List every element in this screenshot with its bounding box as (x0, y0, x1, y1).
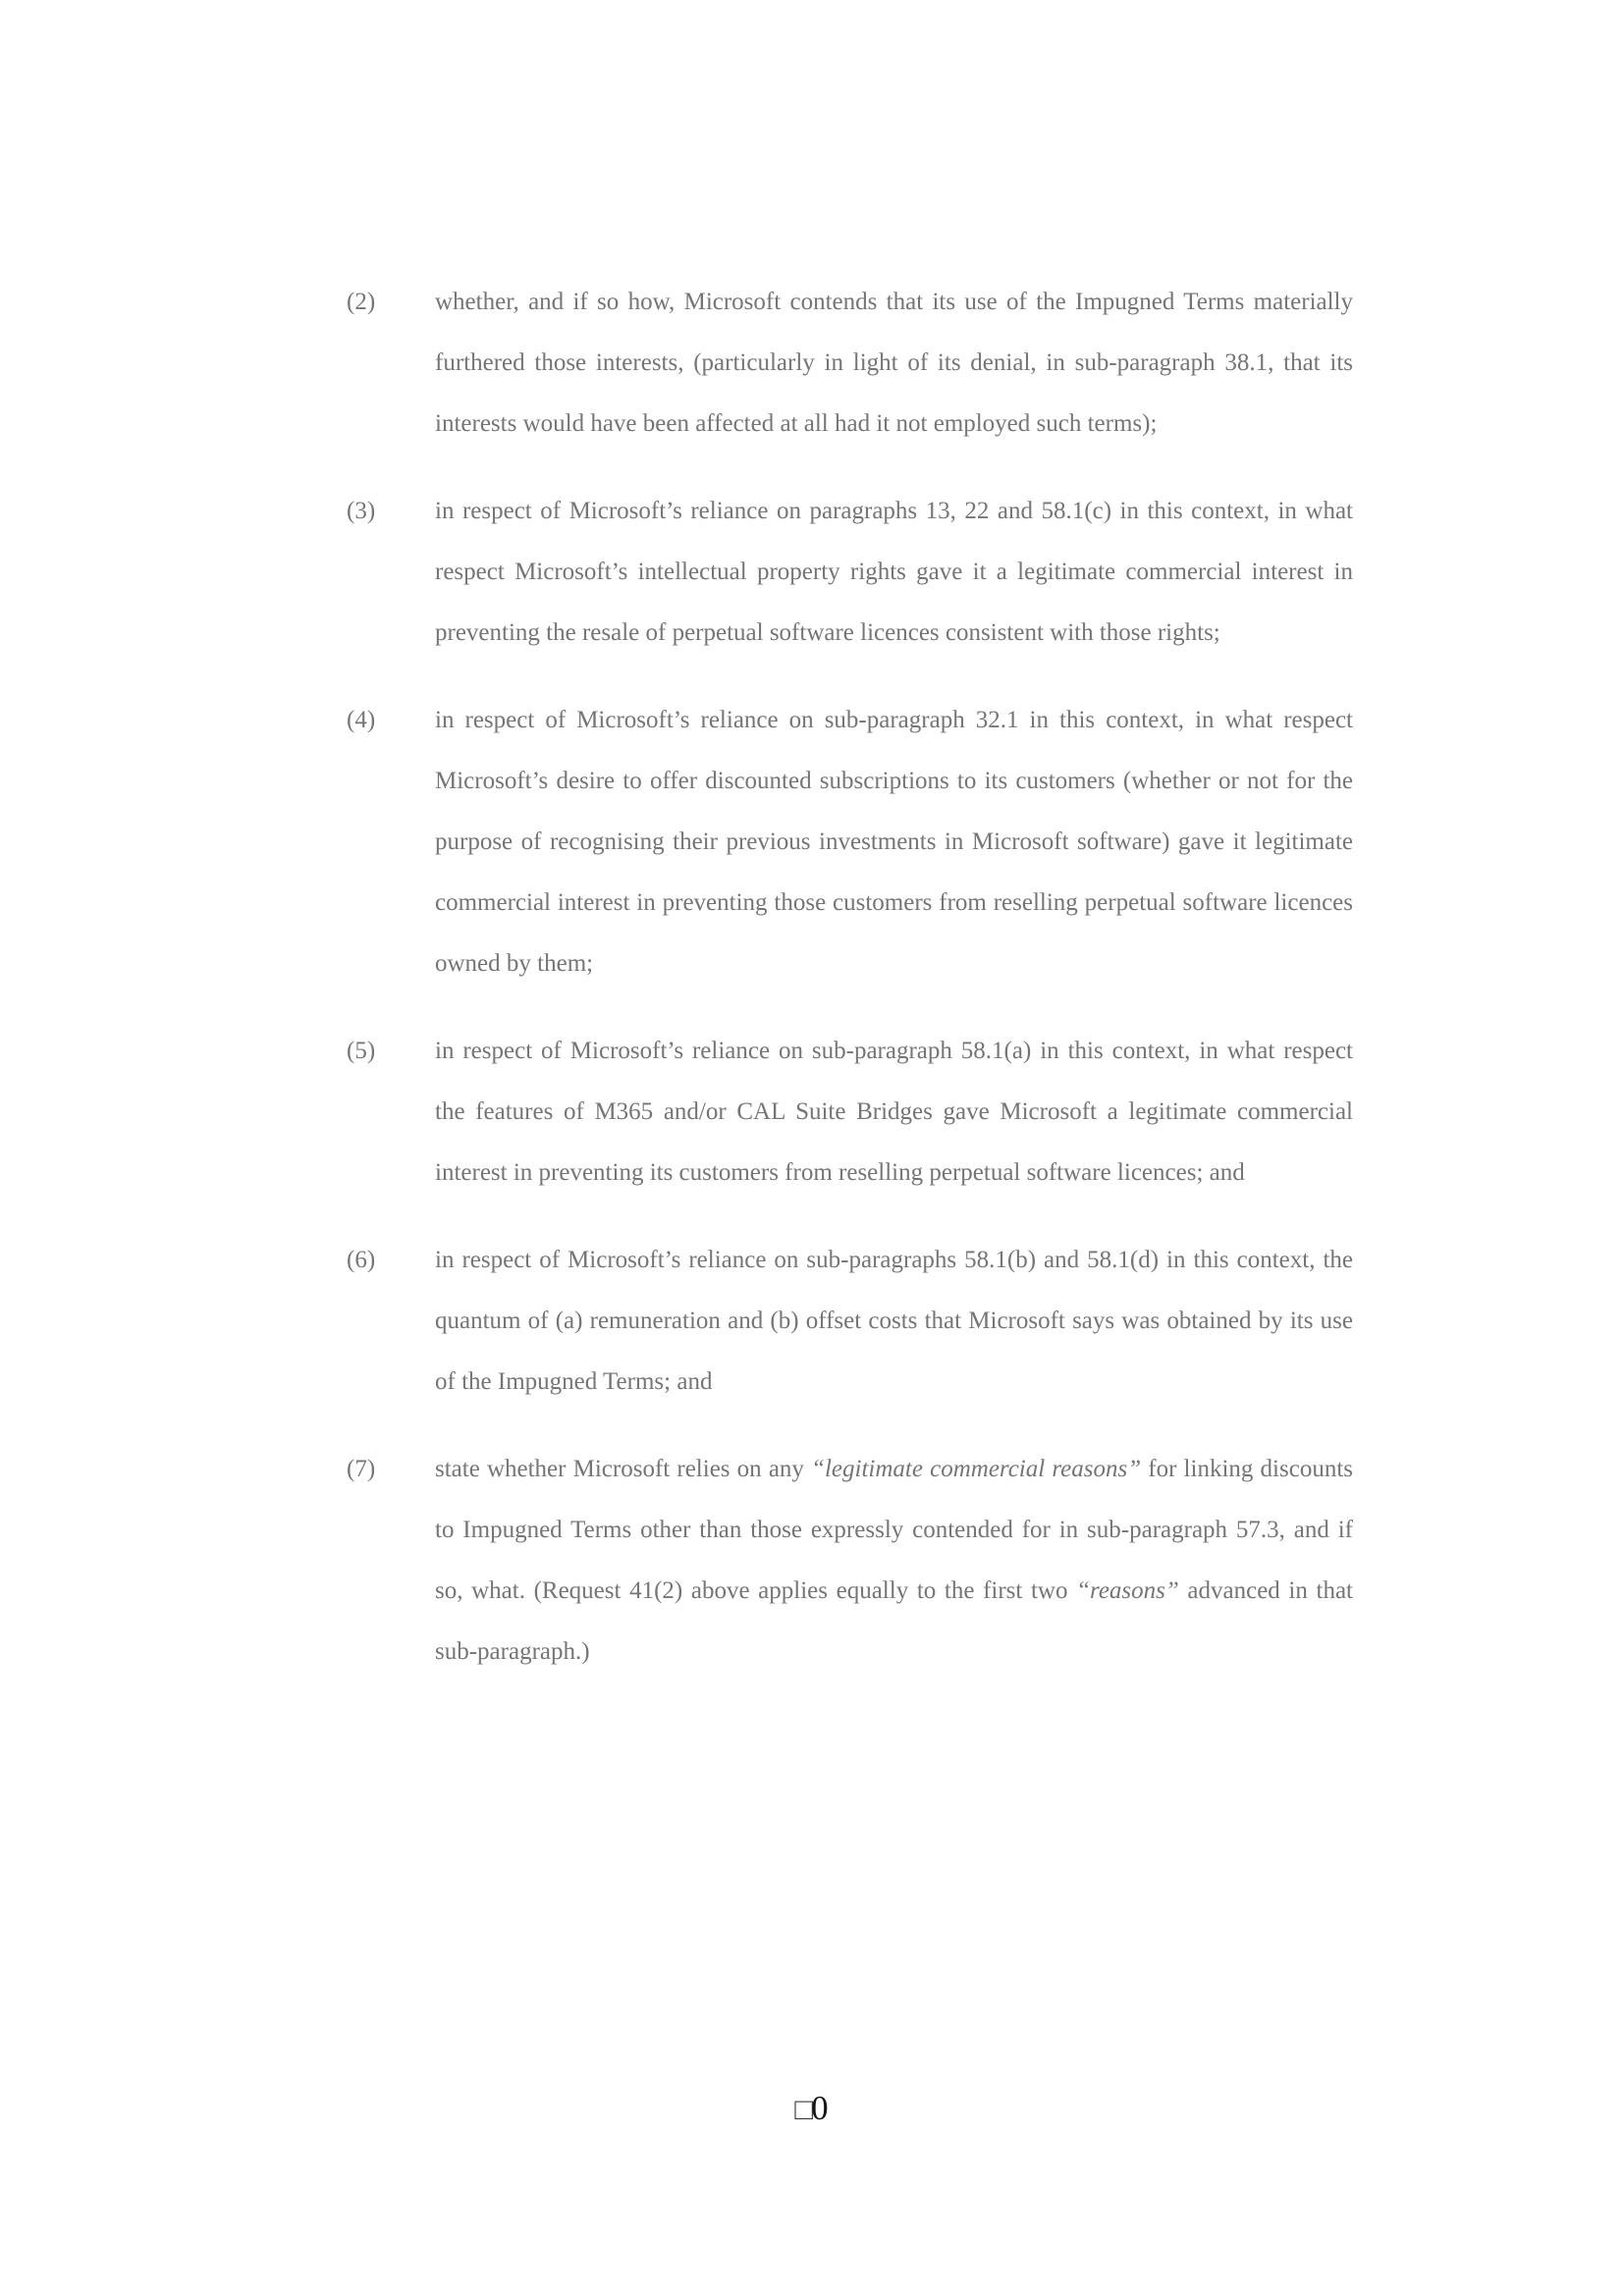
list-item (347, 690, 1353, 994)
italic-quoted-phrase: “legitimate commercial reasons” (811, 1456, 1142, 1482)
text-segment: whether, and if so how, Microsoft contends that its use of the Impugned Terms materially furthered those interests, (particularly in light of its denial, in sub-paragraph 38.1, that its interests would have been affected at all had it not employed such terms); (435, 289, 1353, 437)
text-segment: for linking discounts to Impugned Terms other than those expressly contended for in sub-paragraph 57.3, and if so, what. (Request 41(2) above applies equally to the first two (435, 1456, 1353, 1604)
request-list (347, 272, 1353, 1709)
page-footer (0, 2089, 1623, 2128)
item-text (435, 1021, 1353, 1203)
item-text (435, 690, 1353, 994)
item-text (435, 1230, 1353, 1413)
list-item (347, 1021, 1353, 1203)
text-segment: state whether Microsoft relies on any (435, 1456, 812, 1482)
item-text (435, 272, 1353, 454)
item-number: (6) (347, 1247, 376, 1273)
page-number: 0 (811, 2089, 829, 2127)
item-text (435, 481, 1353, 664)
text-segment: in respect of Microsoft’s reliance on paragraphs 13, 22 and 58.1(c) in this context, in what respect Microsoft’s intellectual property rights gave it a legitimate commercial interest in preventing the resale of perpetual software licences consistent with those rights; (435, 498, 1353, 646)
list-item (347, 481, 1353, 664)
italic-quoted-phrase: “reasons” (1076, 1577, 1179, 1604)
missing-glyph-box: □ (794, 2092, 812, 2126)
list-item (347, 1230, 1353, 1413)
item-number: (5) (347, 1038, 376, 1064)
list-item (347, 1439, 1353, 1682)
item-number: (2) (347, 289, 376, 315)
text-segment: in respect of Microsoft’s reliance on sub-paragraph 58.1(a) in this context, in what respect the features of M365 and/or CAL Suite Bridges gave Microsoft a legitimate commercial interest in preventing its customers from reselling perpetual software licences; and (435, 1038, 1353, 1186)
item-number: (4) (347, 707, 376, 733)
item-number: (7) (347, 1456, 376, 1482)
text-segment: in respect of Microsoft’s reliance on sub-paragraph 32.1 in this context, in what respect Microsoft’s desire to offer discounted subscriptions to its customers (whether or not for the purpose of recognising their previous investments in Microsoft software) gave it legitimate commercial interest in preventing those customers from reselling perpetual software licences owned by them; (435, 707, 1353, 977)
list-item (347, 272, 1353, 454)
item-text (435, 1439, 1353, 1682)
item-number: (3) (347, 498, 376, 524)
text-segment: in respect of Microsoft’s reliance on sub-paragraphs 58.1(b) and 58.1(d) in this context, the quantum of (a) remuneration and (b) offset costs that Microsoft says was obtained by its use of the Impugned Terms; and (435, 1247, 1353, 1395)
text-segment: advanced in that sub-paragraph.) (435, 1577, 1353, 1665)
